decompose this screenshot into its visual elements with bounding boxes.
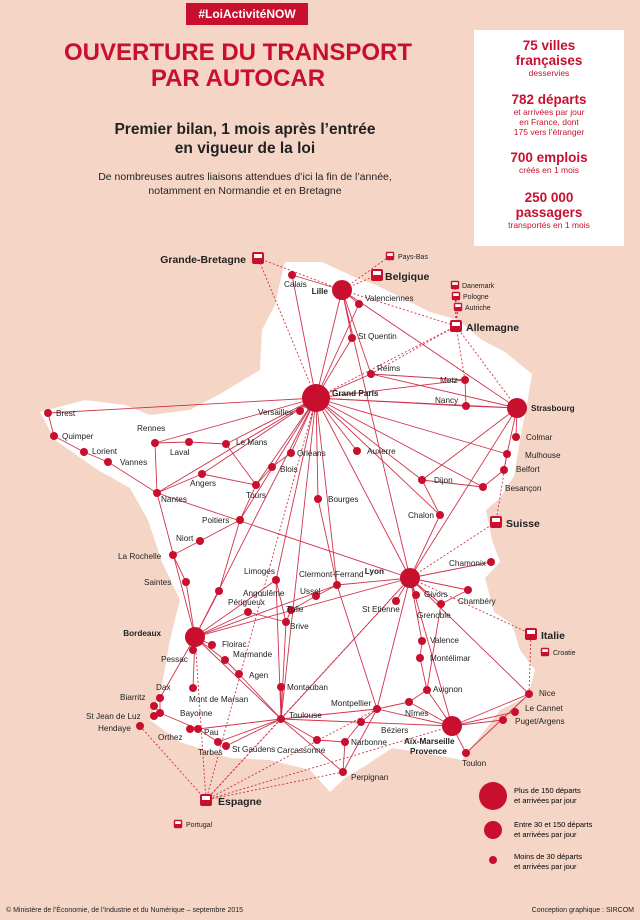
city-label-quimper: Quimper [62, 432, 94, 441]
subtitle-line1: Premier bilan, 1 mois après l’entrée [114, 121, 376, 138]
city-dot-puget-argens [499, 716, 507, 724]
subtitle-line2: en vigueur de la loi [174, 140, 316, 157]
city-label-st-gaudens: St Gaudens [232, 745, 276, 754]
city-dot-calais [288, 271, 296, 279]
stat-cities-caption: desservies [528, 68, 570, 78]
city-label-nancy: Nancy [435, 396, 459, 405]
city-dot-grand-paris [302, 384, 330, 412]
city-label-mulhouse: Mulhouse [525, 451, 561, 460]
city-label-laval: Laval [170, 448, 190, 457]
legend-large-dot [479, 782, 507, 810]
title-line2: PAR AUTOCAR [150, 65, 326, 92]
country-label-autriche: Autriche [465, 305, 491, 312]
city-label-st-etienne: St Etienne [362, 605, 400, 614]
city-label-chalon: Chalon [408, 511, 434, 520]
city-dot-rennes [151, 439, 159, 447]
legend-small-dot [489, 856, 497, 864]
stat-jobs-line1: 700 emplois [510, 150, 588, 165]
city-label-pau: Pau [204, 728, 219, 737]
city-label-le-cannet: Le Cannet [525, 704, 563, 713]
city-dot-reims [367, 370, 375, 378]
city-label-vannes: Vannes [120, 458, 148, 467]
city-dot-clermont-ferrand [333, 581, 341, 589]
city-label-calais: Calais [284, 280, 307, 289]
city-dot-brest [44, 409, 52, 417]
city-dot-tarbes [214, 738, 222, 746]
city-label-lille: Lille [311, 287, 328, 296]
bus-icon-belgique [371, 269, 383, 281]
city-dot-la-rochelle [169, 551, 177, 559]
city-dot-le-mans [222, 440, 230, 448]
city-label-metz: Metz [440, 376, 458, 385]
city-dot-chambery [464, 586, 472, 594]
city-dot-valenciennes [355, 300, 363, 308]
city-label-givors: Givors [424, 590, 448, 599]
city-dot-givors [412, 591, 420, 599]
city-dot-nice [525, 690, 533, 698]
city-dot-laval [185, 438, 193, 446]
city-dot-montelimar [416, 654, 424, 662]
country-label-allemagne: Allemagne [466, 322, 520, 334]
stat-departures-caption2: en France, dont [519, 117, 579, 127]
city-label-st-quentin: St Quentin [358, 332, 397, 341]
city-dot-st-gaudens [222, 742, 230, 750]
stat-cities-line2: françaises [515, 53, 583, 68]
city-dot-brive [282, 618, 290, 626]
city-label-lorient: Lorient [92, 447, 118, 456]
country-label-suisse: Suisse [506, 518, 540, 530]
city-dot-tours [252, 481, 260, 489]
city-dot-besancon [479, 483, 487, 491]
city-dot-saintes [182, 578, 190, 586]
bus-icon-pays-bas [386, 252, 394, 260]
city-dot-le-cannet [511, 708, 519, 716]
city-label-chambery: Chambéry [458, 597, 496, 606]
city-dot-valence [418, 637, 426, 645]
stat-departures-line1: 782 départs [511, 92, 587, 107]
country-label-belgique: Belgique [385, 271, 430, 283]
bus-icon-portugal [174, 820, 182, 828]
city-label-saintes: Saintes [144, 578, 172, 587]
city-label-poitiers: Poitiers [202, 516, 230, 525]
city-dot-marmande [221, 656, 229, 664]
city-dot-chamonix [487, 558, 495, 566]
city-label-niort: Niort [176, 534, 194, 543]
hashtag-badge: #LoiActivitéNOW [186, 3, 308, 25]
note-line2: notamment en Normandie et en Bretagne [148, 185, 342, 197]
city-label-auxerre: Auxerre [367, 447, 396, 456]
city-dot-agen [235, 670, 243, 678]
bus-icon-italie [525, 628, 537, 640]
city-dot-orleans [287, 449, 295, 457]
city-label-versailles: Versailles [258, 408, 294, 417]
city-label-aix-marseille-provence: Aix-Marseille Provence [404, 737, 455, 756]
city-label-belfort: Belfort [516, 465, 540, 474]
city-label-reims: Reims [377, 364, 401, 373]
stats-panel [474, 30, 624, 246]
city-label-valenciennes: Valenciennes [365, 294, 414, 303]
page-title [20, 40, 456, 92]
country-label-croatie: Croatie [553, 650, 576, 657]
city-label-dax: Dax [156, 683, 171, 692]
city-dot-hendaye [136, 722, 144, 730]
stat-passengers-line2: passagers [515, 205, 583, 220]
city-label-perigueux: Périgueux [228, 598, 265, 607]
city-dot-poitiers [236, 516, 244, 524]
legend-large-line2: et arrivées par jour [514, 796, 577, 805]
city-dot-lyon [400, 568, 420, 588]
city-label-puget-argens: Puget/Argens [515, 717, 565, 726]
city-label-angouleme: Angoulême [243, 589, 285, 598]
city-dot-bourges [314, 495, 322, 503]
city-dot-versailles [296, 407, 304, 415]
city-label-colmar: Colmar [526, 433, 553, 442]
bus-icon-autriche [454, 303, 462, 311]
city-dot-metz [461, 376, 469, 384]
stat-cities [474, 38, 624, 78]
country-label-grande-bretagne: Grande-Bretagne [160, 254, 246, 266]
stat-passengers [474, 190, 624, 230]
city-label-beziers: Béziers [381, 726, 409, 735]
city-dot-montauban [277, 683, 285, 691]
city-dot-perigueux [244, 608, 252, 616]
stat-jobs [474, 150, 624, 175]
city-dot-st-etienne [392, 597, 400, 605]
city-dot-floirac [208, 641, 216, 649]
city-label-brive: Brive [290, 622, 309, 631]
city-label-orthez: Orthez [158, 733, 183, 742]
city-label-limoges: Limoges [244, 567, 275, 576]
legend-small-line2: et arrivées par jour [514, 862, 577, 871]
city-label-angers: Angers [190, 479, 216, 488]
city-dot-st-jean-de-luz [150, 712, 158, 720]
city-dot-strasbourg [507, 398, 527, 418]
city-label-le-mans: Le Mans [236, 438, 268, 447]
city-label-floirac: Floirac [222, 640, 247, 649]
city-label-nantes: Nantes [161, 495, 187, 504]
bus-icon-croatie [541, 648, 549, 656]
city-label-clermont-ferrand: Clermont-Ferrand [299, 570, 364, 579]
country-label-espagne: Espagne [218, 796, 262, 808]
city-label-blois: Blois [280, 465, 298, 474]
city-label-chamonix: Chamonix [449, 559, 486, 568]
city-dot-dax [156, 694, 164, 702]
city-label-grenoble: Grenoble [417, 611, 451, 620]
city-dot-grenoble [437, 600, 445, 608]
bus-icon-pologne [452, 292, 460, 300]
city-label-hendaye: Hendaye [98, 724, 131, 733]
city-dot-toulouse [277, 715, 285, 723]
subtitle [60, 120, 430, 158]
legend-large-line1: Plus de 150 départs [514, 786, 581, 795]
city-label-bordeaux: Bordeaux [123, 629, 161, 638]
city-label-toulouse: Toulouse [289, 711, 322, 720]
city-label-montauban: Montauban [287, 683, 328, 692]
city-dot-aix-marseille-provence [442, 716, 462, 736]
city-label-pessac: Pessac [161, 655, 188, 664]
city-dot-carcassonne [313, 736, 321, 744]
city-dot-toulon [462, 749, 470, 757]
city-dot-angouleme [215, 587, 223, 595]
stat-departures-caption3: 175 vers l’étranger [513, 127, 585, 137]
city-dot-mont-de-marsan [189, 684, 197, 692]
title-line1: OUVERTURE DU TRANSPORT [63, 39, 412, 66]
city-dot-perpignan [339, 768, 347, 776]
note [80, 170, 410, 198]
city-dot-biarritz [150, 702, 158, 710]
city-label-valence: Valence [430, 636, 459, 645]
city-dot-lorient [80, 448, 88, 456]
city-label-montpellier: Montpellier [331, 699, 372, 708]
stat-cities-line1: 75 villes [522, 38, 576, 53]
bus-icon-espagne [200, 794, 212, 806]
note-line1: De nombreuses autres liaisons attendues d’ici la fin de l’année, [98, 171, 392, 183]
stat-passengers-caption: transportés en 1 mois [508, 220, 590, 230]
city-dot-belfort [500, 466, 508, 474]
city-label-grand-paris: Grand Paris [332, 389, 379, 398]
city-label-nice: Nice [539, 689, 556, 698]
city-label-orleans: Orléans [297, 449, 326, 458]
footer-design: Conception graphique : SIRCOM [531, 907, 634, 914]
city-label-lyon: Lyon [364, 567, 384, 576]
bus-icon-suisse [490, 516, 502, 528]
city-dot-pessac [189, 646, 197, 654]
city-dot-lille [332, 280, 352, 300]
bus-icon-allemagne [450, 320, 462, 332]
city-label-mont-de-marsan: Mont de Marsan [189, 695, 249, 704]
legend-medium-line2: et arrivées par jour [514, 830, 577, 839]
city-dot-angers [198, 470, 206, 478]
city-dot-montpellier [373, 705, 381, 713]
legend-medium-dot [484, 821, 502, 839]
city-dot-niort [196, 537, 204, 545]
city-dot-avignon [423, 686, 431, 694]
city-label-toulon: Toulon [462, 759, 487, 768]
city-dot-quimper [50, 432, 58, 440]
city-label-ussel: Ussel [300, 587, 321, 596]
city-dot-vannes [104, 458, 112, 466]
city-dot-orthez [186, 725, 194, 733]
legend-medium-line1: Entre 30 et 150 départs [514, 820, 593, 829]
city-dot-mulhouse [503, 450, 511, 458]
city-label-st-jean-de-luz: St Jean de Luz [86, 712, 141, 721]
country-label-danemark: Danemark [462, 283, 495, 290]
city-label-biarritz: Biarritz [120, 693, 146, 702]
bus-icon-grande-bretagne [252, 252, 264, 264]
city-dot-st-quentin [348, 334, 356, 342]
city-dot-nimes [405, 698, 413, 706]
bus-icon-danemark [451, 281, 459, 289]
city-dot-nantes [153, 489, 161, 497]
legend-small-line1: Moins de 30 départs [514, 852, 582, 861]
city-label-dijon: Dijon [434, 476, 453, 485]
footer-credit: © Ministère de l’Économie, de l’Industrie et du Numérique – septembre 2015 [6, 907, 244, 914]
city-label-strasbourg: Strasbourg [531, 404, 575, 413]
city-label-la-rochelle: La Rochelle [118, 552, 162, 561]
city-dot-limoges [272, 576, 280, 584]
city-label-besancon: Besançon [505, 484, 542, 493]
stat-departures [474, 92, 624, 137]
stat-departures-caption1: et arrivées par jour [513, 107, 585, 117]
city-label-carcassonne: Carcassonne [277, 746, 326, 755]
city-dot-chalon [436, 511, 444, 519]
city-label-avignon: Avignon [433, 685, 463, 694]
legend [479, 782, 593, 871]
stat-jobs-caption: créés en 1 mois [519, 165, 579, 175]
city-dot-pau [194, 725, 202, 733]
country-label-portugal: Portugal [186, 822, 213, 829]
city-dot-dijon [418, 476, 426, 484]
city-label-narbonne: Narbonne [351, 738, 387, 747]
city-label-tulle: Tulle [286, 605, 304, 614]
city-label-perpignan: Perpignan [351, 773, 389, 782]
city-dot-narbonne [341, 738, 349, 746]
city-dot-blois [268, 463, 276, 471]
country-label-pologne: Pologne [463, 294, 489, 301]
city-label-rennes: Rennes [137, 424, 166, 433]
city-label-nimes: Nîmes [405, 709, 429, 718]
city-label-bourges: Bourges [328, 495, 359, 504]
city-label-marmande: Marmande [233, 650, 273, 659]
city-label-agen: Agen [249, 671, 269, 680]
city-dot-bordeaux [185, 627, 205, 647]
city-label-bayonne: Bayonne [180, 709, 213, 718]
city-label-tours: Tours [246, 491, 267, 500]
country-label-italie: Italie [541, 630, 565, 642]
country-label-pays-bas: Pays-Bas [398, 254, 428, 261]
city-dot-auxerre [353, 447, 361, 455]
city-label-montelimar: Montélimar [430, 654, 471, 663]
city-dot-colmar [512, 433, 520, 441]
city-dot-nancy [462, 402, 470, 410]
city-dot-beziers [357, 718, 365, 726]
city-label-tarbes: Tarbes [198, 748, 223, 757]
stat-passengers-line1: 250 000 [524, 190, 574, 205]
city-label-brest: Brest [56, 409, 76, 418]
